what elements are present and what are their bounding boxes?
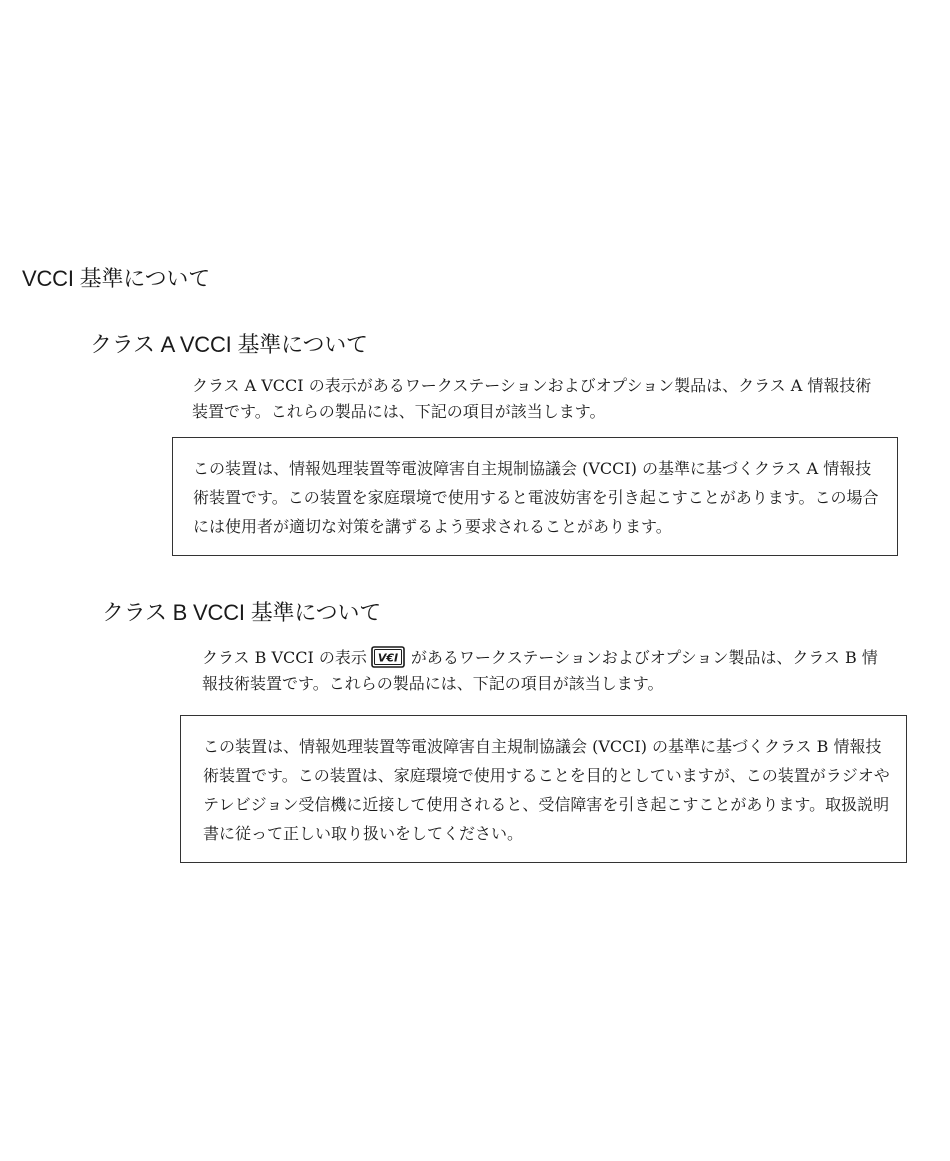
class-b-notice-text: この装置は、情報処理装置等電波障害自主規制協議会 (VCCI) の基準に基づくクラス B 情報技術装置です。この装置は、家庭環境で使用することを目的としていますが、この装置がラジオやテレビジョン受信機に近接して使用されると、受信障害を引き起こすことがあります。取扱説明書に従って正しい取り扱いをしてください。 — [203, 737, 890, 843]
vcci-logo-text: V€I — [377, 651, 399, 665]
class-b-notice-box — [180, 715, 907, 863]
vcci-logo-icon — [371, 646, 405, 668]
class-b-intro — [202, 645, 892, 697]
class-a-notice-text: この装置は、情報処理装置等電波障害自主規制協議会 (VCCI) の基準に基づくクラス A 情報技術装置です。この装置を家庭環境で使用すると電波妨害を引き起こすことがあります。この場合には使用者が適切な対策を講ずるよう要求されることがあります。 — [193, 459, 879, 536]
class-b-heading: クラス B VCCI 基準について — [102, 600, 382, 625]
class-a-intro: クラス A VCCI の表示があるワークステーションおよびオプション製品は、クラス A 情報技術装置です。これらの製品には、下記の項目が該当します。 — [192, 376, 872, 421]
page-title: VCCI 基準について — [22, 266, 211, 291]
class-a-notice-box — [172, 437, 898, 556]
class-a-heading: クラス A VCCI 基準について — [90, 332, 368, 357]
class-b-intro-lead: クラス B VCCI の表示 — [202, 648, 367, 667]
class-b-intro-rest: があるワークステーションおよびオプション製品は、クラス B 情報技術装置です。これらの製品には、下記の項目が該当します。 — [202, 648, 878, 693]
